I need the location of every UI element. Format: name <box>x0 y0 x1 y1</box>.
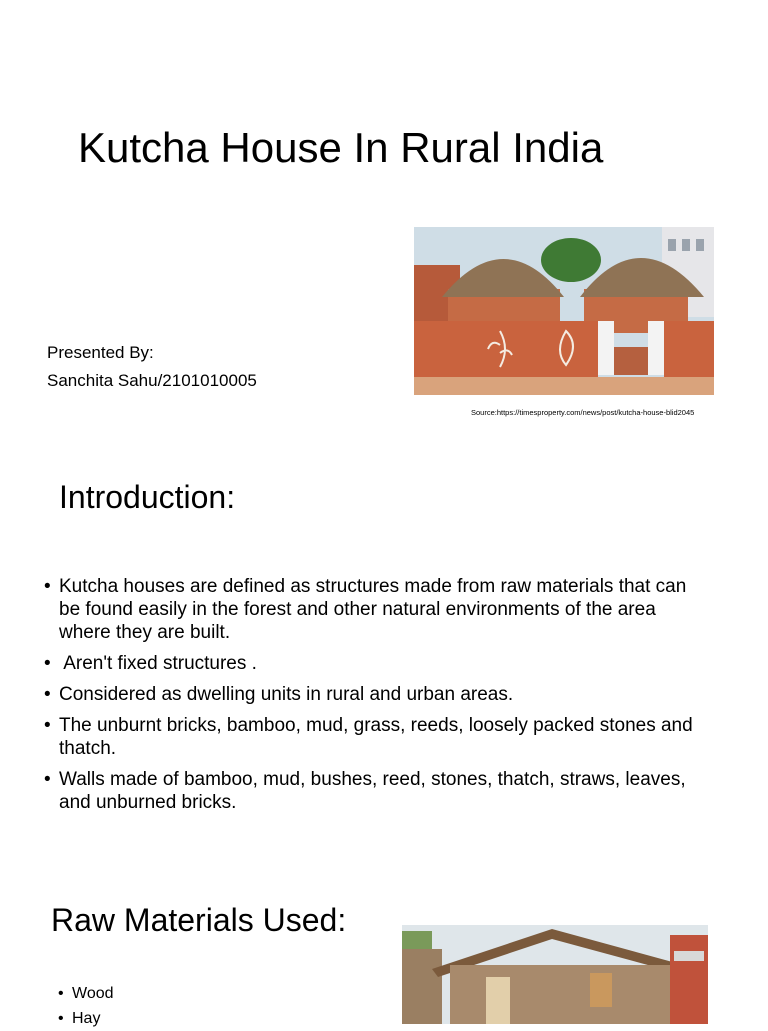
bullet-icon: • <box>58 1010 64 1027</box>
presenter-name: Sanchita Sahu/2101010005 <box>47 371 257 390</box>
list-item <box>44 575 704 644</box>
bullet-icon: • <box>44 576 51 597</box>
bullet-text: Kutcha houses are defined as structures made from raw materials that can be found easily in the forest and other natural environments of the area where they are built. <box>59 576 687 643</box>
raw-materials-slide <box>0 875 768 1027</box>
bullet-icon: • <box>44 769 51 790</box>
bullet-text: Walls made of bamboo, mud, bushes, reed, stones, thatch, straws, leaves, and unburned bricks. <box>59 769 686 813</box>
mud-hut-photo <box>402 925 708 1024</box>
bullet-icon: • <box>44 684 51 705</box>
presenter-block <box>47 339 257 395</box>
list-item <box>44 714 704 760</box>
slide-title: Raw Materials Used: <box>51 902 347 938</box>
bullet-text: Aren't fixed structures . <box>59 653 257 674</box>
intro-bullet-list <box>44 575 704 822</box>
bullet-icon: • <box>58 985 64 1002</box>
bullet-icon: • <box>44 653 51 674</box>
bullet-text: The unburnt bricks, bamboo, mud, grass, reeds, loosely packed stones and thatch. <box>59 715 693 759</box>
list-item <box>58 981 114 1006</box>
presented-by-label: Presented By: <box>47 343 154 362</box>
slide-title: Introduction: <box>59 479 236 515</box>
list-item <box>44 652 704 675</box>
introduction-slide <box>0 455 768 875</box>
title-slide <box>0 0 768 455</box>
material-label: Wood <box>72 985 114 1002</box>
bullet-icon: • <box>44 715 51 736</box>
list-item <box>58 1006 114 1031</box>
slide-title: Kutcha House In Rural India <box>78 124 604 171</box>
kutcha-house-photo <box>414 227 714 395</box>
image-source-caption: Source:https://timesproperty.com/news/post/kutcha-house-blid2045 <box>471 408 695 417</box>
material-label: Hay <box>72 1010 101 1027</box>
list-item <box>44 683 704 706</box>
list-item <box>44 768 704 814</box>
bullet-text: Considered as dwelling units in rural and urban areas. <box>59 684 514 705</box>
